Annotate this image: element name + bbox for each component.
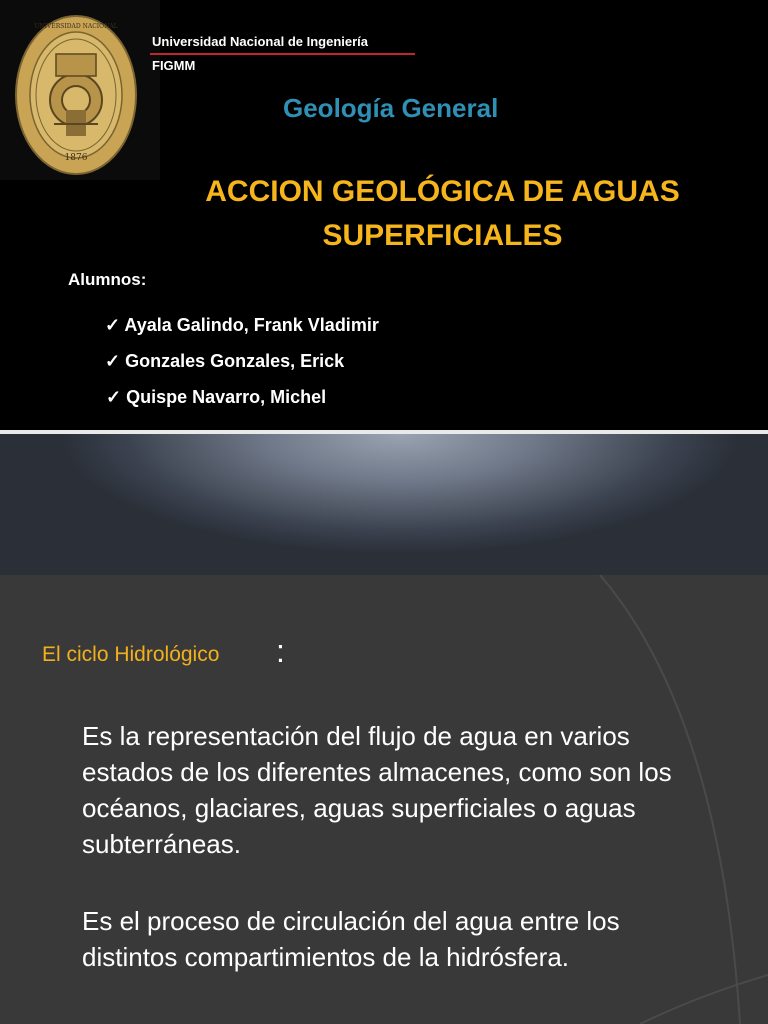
title-line-2: SUPERFICIALES (322, 219, 563, 252)
header-divider (150, 53, 415, 55)
presentation-title (150, 170, 735, 258)
blank-slide (0, 434, 768, 575)
students-label: Alumnos: (68, 270, 147, 289)
university-name: Universidad Nacional de Ingeniería (152, 34, 369, 49)
seal-logo-icon (14, 14, 138, 176)
title-line-1: ACCION GEOLÓGICA DE AGUAS (205, 175, 680, 208)
section-heading: El ciclo Hidrológico (42, 643, 220, 666)
student-item: ✓ Gonzales Gonzales, Erick (105, 351, 345, 371)
title-slide (0, 0, 768, 430)
svg-text:1876: 1876 (64, 153, 88, 163)
paragraph: Es la representación del flujo de agua en varios estados de los diferentes almacenes, como son los océanos, glaciares, aguas superficiales o aguas subterráneas. (82, 721, 672, 859)
student-item: ✓ Quispe Navarro, Michel (106, 387, 327, 407)
faculty-name: FIGMM (152, 58, 196, 73)
content-slide (0, 575, 768, 1024)
heading-colon: : (276, 633, 285, 669)
university-seal (0, 0, 160, 180)
paragraph: Es el proceso de circulación del agua entre los distintos compartimientos de la hidrósfera. (82, 906, 620, 972)
course-title: Geología General (283, 93, 499, 123)
svg-text:UNIVERSIDAD NACIONAL: UNIVERSIDAD NACIONAL (34, 23, 118, 30)
student-item: ✓ Ayala Galindo, Frank Vladimir (105, 315, 379, 335)
